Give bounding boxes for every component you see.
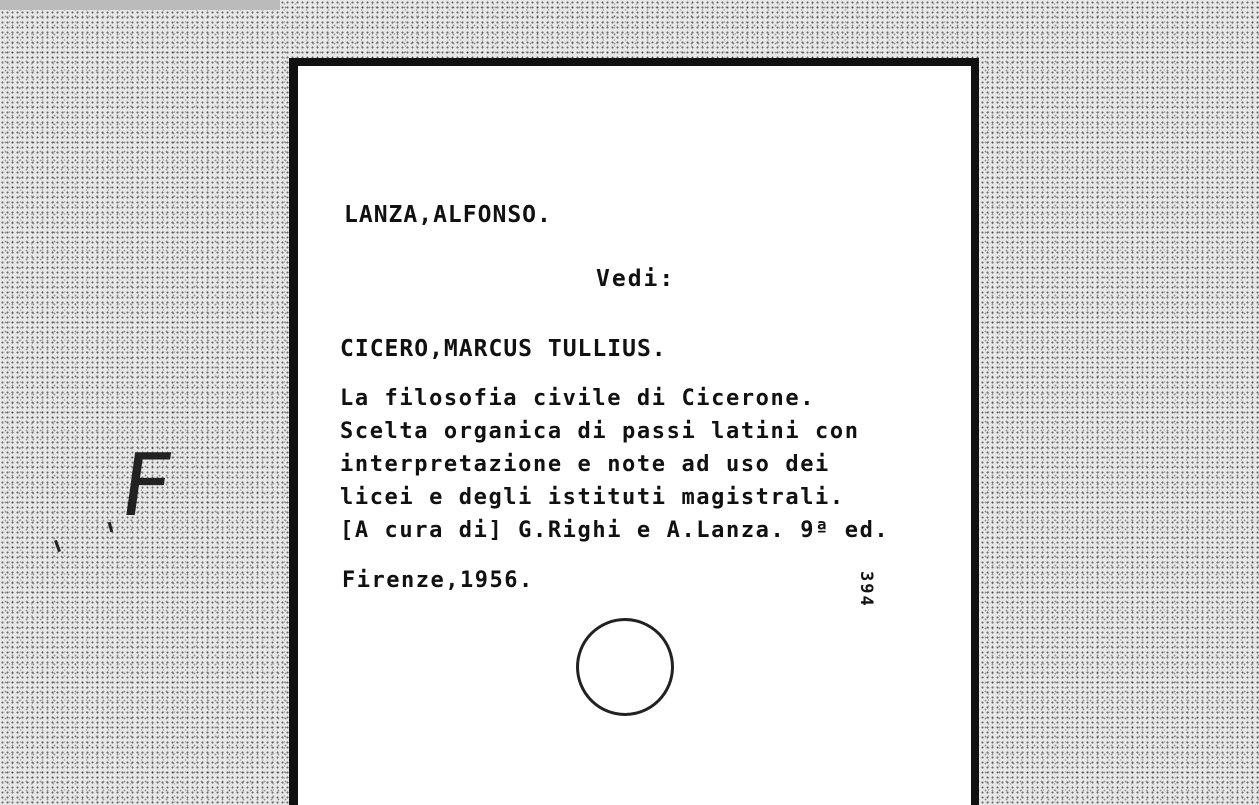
description-line: interpretazione e note ad uso dei	[340, 452, 830, 477]
imprint: Firenze,1956.	[342, 568, 534, 593]
title-description	[340, 382, 889, 547]
description-line: licei e degli istituti magistrali.	[340, 485, 845, 510]
call-number: 394	[856, 571, 876, 608]
description-line: La filosofia civile di Cicerone.	[340, 386, 816, 411]
punch-hole	[576, 618, 674, 716]
catalog-card	[289, 58, 979, 805]
description-line: [A cura di] G.Righi e A.Lanza. 9ª ed.	[340, 518, 890, 543]
main-entry-name: CICERO,MARCUS TULLIUS.	[340, 336, 667, 362]
margin-letter: F	[114, 436, 179, 536]
card-heading: LANZA,ALFONSO.	[344, 202, 552, 228]
description-line: Scelta organica di passi latini con	[340, 419, 860, 444]
see-reference-label: Vedi:	[596, 266, 676, 292]
top-edge-strip	[0, 0, 280, 10]
